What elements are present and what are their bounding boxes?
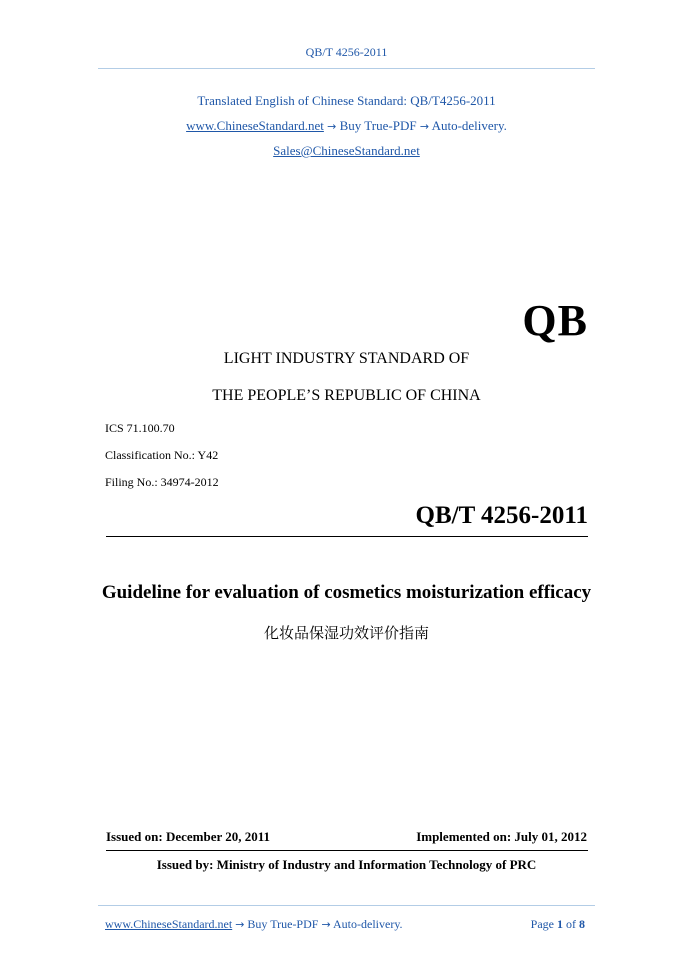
page-label: Page <box>530 917 554 931</box>
page-indicator <box>531 917 585 932</box>
footer-divider <box>98 905 595 906</box>
english-title: Guideline for evaluation of cosmetics moisturization efficacy <box>101 582 592 603</box>
email-row <box>0 143 693 159</box>
sales-email-link[interactable]: Sales@ChineseStandard.net <box>273 143 420 158</box>
arrow-right-icon: → <box>327 120 337 133</box>
site-link[interactable]: www.ChineseStandard.net <box>186 118 324 133</box>
translation-notice: Translated English of Chinese Standard: QB/T4256-2011 <box>197 93 496 108</box>
dates-divider <box>106 850 588 851</box>
arrow-right-icon: → <box>235 918 245 931</box>
classification-number: Classification No.: Y42 <box>105 448 219 462</box>
page-number: 1 <box>557 917 563 931</box>
arrow-right-icon: → <box>419 120 430 133</box>
ics-number: ICS 71.100.70 <box>105 421 175 435</box>
issued-on-date: Issued on: December 20, 2011 <box>106 829 271 844</box>
code-divider <box>106 536 588 537</box>
footer-site-link[interactable]: www.ChineseStandard.net <box>105 917 233 931</box>
buy-true-pdf-text: Buy True-PDF <box>339 118 417 133</box>
standard-code: QB/T 4256-2011 <box>415 502 588 529</box>
translation-links <box>0 118 693 134</box>
arrow-right-icon: → <box>321 918 331 931</box>
footer-links <box>105 917 403 932</box>
issued-by: Issued by: Ministry of Industry and Information Technology of PRC <box>156 857 537 872</box>
qb-logo: QB <box>522 296 588 345</box>
implemented-on-date: Implemented on: July 01, 2012 <box>416 829 587 844</box>
header-divider <box>98 68 595 69</box>
of-label: of <box>566 917 576 931</box>
standard-type-line1: LIGHT INDUSTRY STANDARD OF <box>223 350 470 367</box>
filing-number: Filing No.: 34974-2012 <box>105 475 219 489</box>
auto-delivery-text: Auto-delivery. <box>431 118 507 133</box>
header-standard-code: QB/T 4256-2011 <box>305 45 388 59</box>
chinese-title: 化妆品保湿功效评价指南 <box>263 624 429 642</box>
footer-auto-delivery-text: Auto-delivery. <box>333 917 403 931</box>
footer-buy-true-pdf-text: Buy True-PDF <box>247 917 319 931</box>
page-total: 8 <box>579 917 585 931</box>
standard-type-line2: THE PEOPLE’S REPUBLIC OF CHINA <box>212 387 481 404</box>
